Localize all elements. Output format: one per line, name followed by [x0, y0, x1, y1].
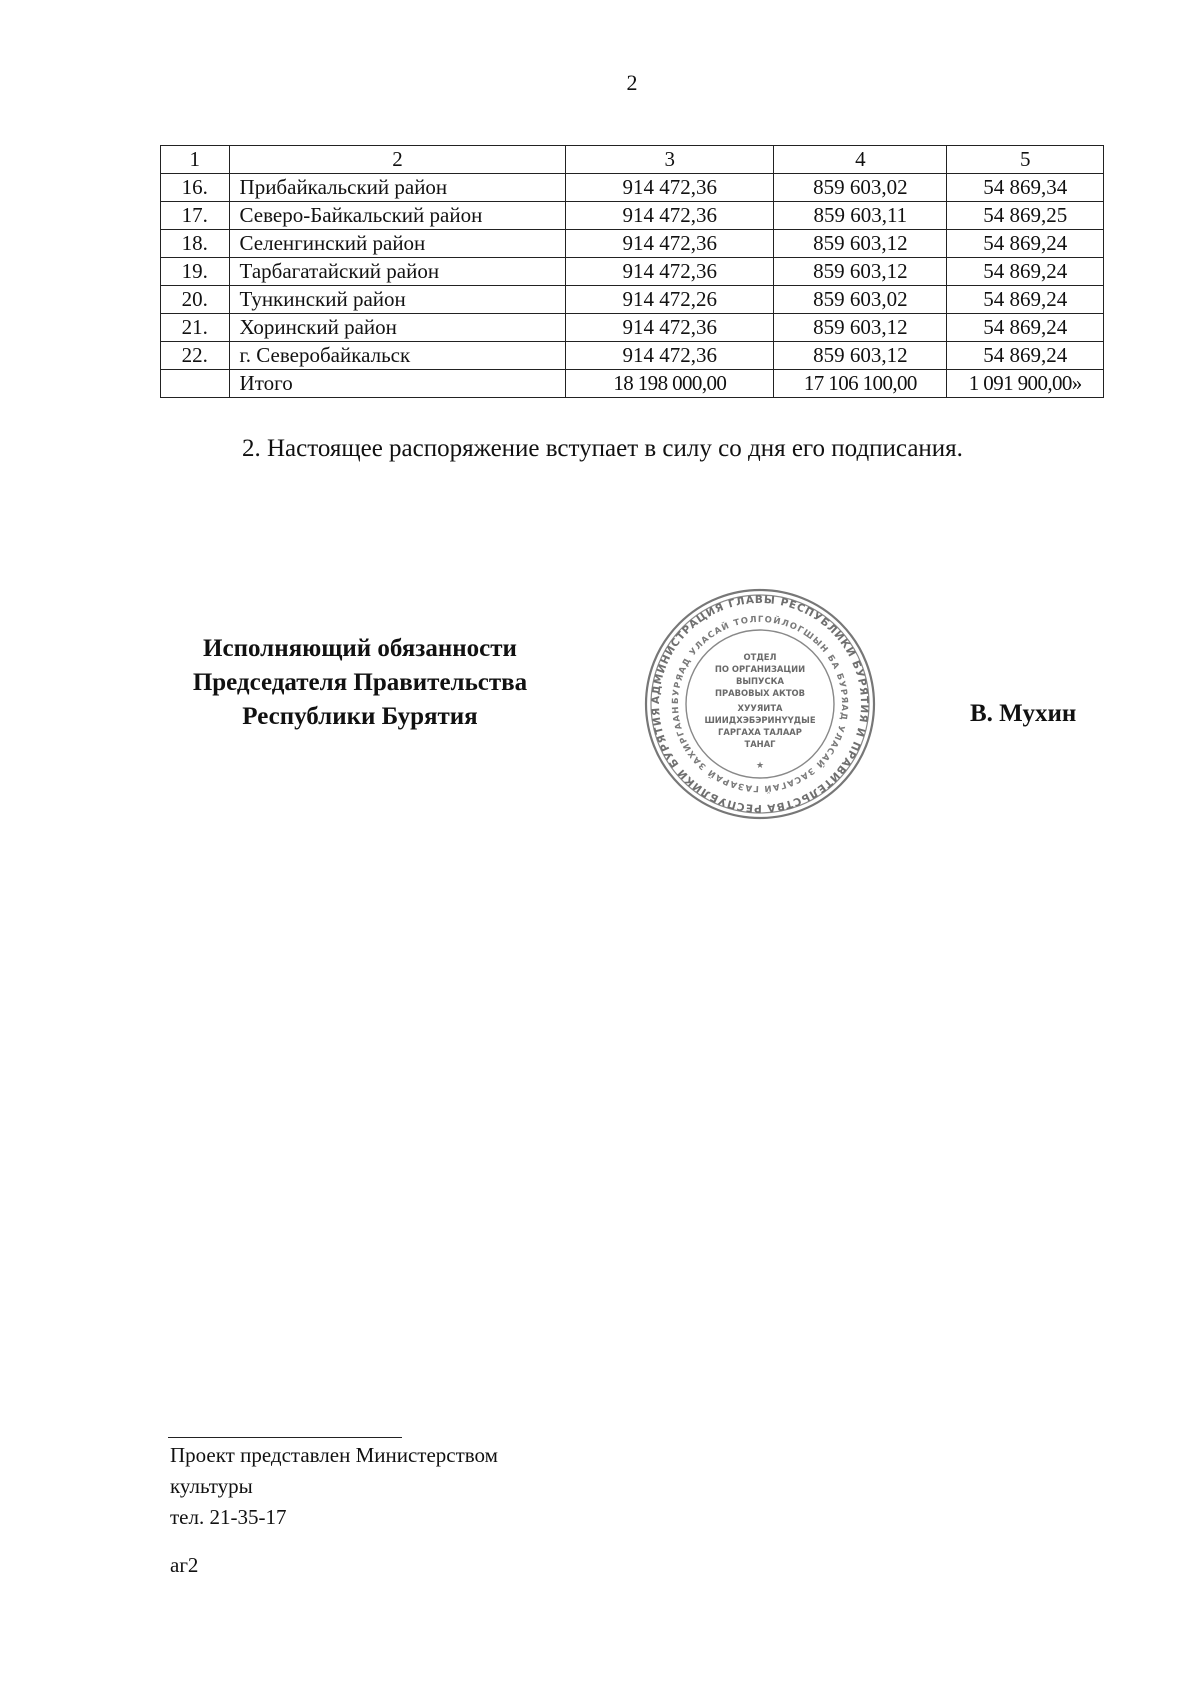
signer-title-line: Республики Бурятия: [242, 703, 478, 730]
allocation-table: [160, 145, 1104, 398]
page-number: 2: [626, 70, 638, 95]
footnote-line: тел. 21-35-17: [170, 1505, 287, 1529]
row-number: 17.: [161, 202, 230, 230]
district-name: Хоринский район: [229, 314, 566, 342]
total-row: [161, 370, 1104, 398]
signer-title-line: Исполняющий обязанности: [203, 635, 517, 662]
table-row: [161, 258, 1104, 286]
effective-date-clause: 2. Настоящее распоряжение вступает в силу со дня его подписания.: [242, 435, 963, 462]
amount-total: 914 472,26: [566, 286, 774, 314]
signer-name: В. Мухин: [970, 700, 1077, 727]
seal-star-icon: ★: [755, 760, 765, 770]
table-header-cell: 5: [947, 146, 1104, 174]
table-header-cell: 1: [161, 146, 230, 174]
seal-center-line: ТАНАГ: [744, 739, 776, 749]
district-name: Прибайкальский район: [229, 174, 566, 202]
table-header-cell: 4: [774, 146, 947, 174]
seal-center-line: ВЫПУСКА: [735, 676, 785, 686]
amount-col5: 54 869,34: [947, 174, 1104, 202]
official-seal: [640, 588, 880, 820]
table-row: [161, 202, 1104, 230]
row-number: 16.: [161, 174, 230, 202]
row-number: 20.: [161, 286, 230, 314]
seal-center-line: ОТДЕЛ: [743, 652, 777, 662]
seal-center-line: ГАРГАХА ТАЛААР: [718, 727, 802, 737]
seal-center-line: ХУУЯИТА: [737, 703, 783, 713]
amount-col4: 859 603,12: [774, 230, 947, 258]
district-name: г. Северобайкальск: [229, 342, 566, 370]
amount-col5: 54 869,25: [947, 202, 1104, 230]
table-row: [161, 174, 1104, 202]
amount-total: 914 472,36: [566, 202, 774, 230]
district-name: Тарбагатайский район: [229, 258, 566, 286]
total-col5: 1 091 900,00»: [947, 370, 1104, 398]
row-number: [161, 370, 230, 398]
row-number: 21.: [161, 314, 230, 342]
seal-outer-text: АДМИНИСТРАЦИЯ ГЛАВЫ РЕСПУБЛИКИ БУРЯТИЯ И ПРАВИТЕЛЬСТВА РЕСПУБЛИКИ БУРЯТИЯ: [649, 593, 871, 815]
table-row: [161, 342, 1104, 370]
amount-total: 914 472,36: [566, 174, 774, 202]
footnote-divider: [168, 1437, 402, 1438]
district-name: Тункинский район: [229, 286, 566, 314]
total-label: Итого: [229, 370, 566, 398]
signer-title-line: Председателя Правительства: [192, 669, 528, 696]
table-header-cell: 3: [566, 146, 774, 174]
row-number: 18.: [161, 230, 230, 258]
amount-col5: 54 869,24: [947, 258, 1104, 286]
seal-center-line: ШИИДХЭБЭРИНҮҮДЫЕ: [704, 715, 816, 725]
amount-col5: 54 869,24: [947, 314, 1104, 342]
footnote-line: культуры: [170, 1474, 253, 1498]
amount-total: 914 472,36: [566, 342, 774, 370]
table-header-row: [161, 146, 1104, 174]
amount-col4: 859 603,12: [774, 342, 947, 370]
table-row: [161, 314, 1104, 342]
district-name: Селенгинский район: [229, 230, 566, 258]
amount-total: 914 472,36: [566, 258, 774, 286]
signer-title: [160, 632, 560, 734]
footnote: [170, 1440, 498, 1533]
amount-col4: 859 603,02: [774, 174, 947, 202]
amount-total: 914 472,36: [566, 314, 774, 342]
document-code: аг2: [170, 1553, 199, 1577]
row-number: 22.: [161, 342, 230, 370]
table-row: [161, 286, 1104, 314]
table-header-cell: 2: [229, 146, 566, 174]
amount-col4: 859 603,12: [774, 314, 947, 342]
amount-col5: 54 869,24: [947, 230, 1104, 258]
table-row: [161, 230, 1104, 258]
seal-center-line: ПО ОРГАНИЗАЦИИ: [714, 664, 806, 674]
amount-total: 914 472,36: [566, 230, 774, 258]
total-amount: 18 198 000,00: [566, 370, 774, 398]
row-number: 19.: [161, 258, 230, 286]
amount-col5: 54 869,24: [947, 286, 1104, 314]
amount-col4: 859 603,11: [774, 202, 947, 230]
amount-col5: 54 869,24: [947, 342, 1104, 370]
seal-center-line: ПРАВОВЫХ АКТОВ: [714, 688, 806, 698]
seal-inner-text: БУРЯАД УЛАСАЙ ТОЛГОЙЛОГШЫН БА БУРЯАД УЛАСАЙ ЗАСАГАЙ ГАЗАРАЙ ЗАХИРГААН: [670, 614, 850, 794]
total-col4: 17 106 100,00: [774, 370, 947, 398]
district-name: Северо-Байкальский район: [229, 202, 566, 230]
amount-col4: 859 603,12: [774, 258, 947, 286]
amount-col4: 859 603,02: [774, 286, 947, 314]
footnote-line: Проект представлен Министерством: [170, 1443, 498, 1467]
